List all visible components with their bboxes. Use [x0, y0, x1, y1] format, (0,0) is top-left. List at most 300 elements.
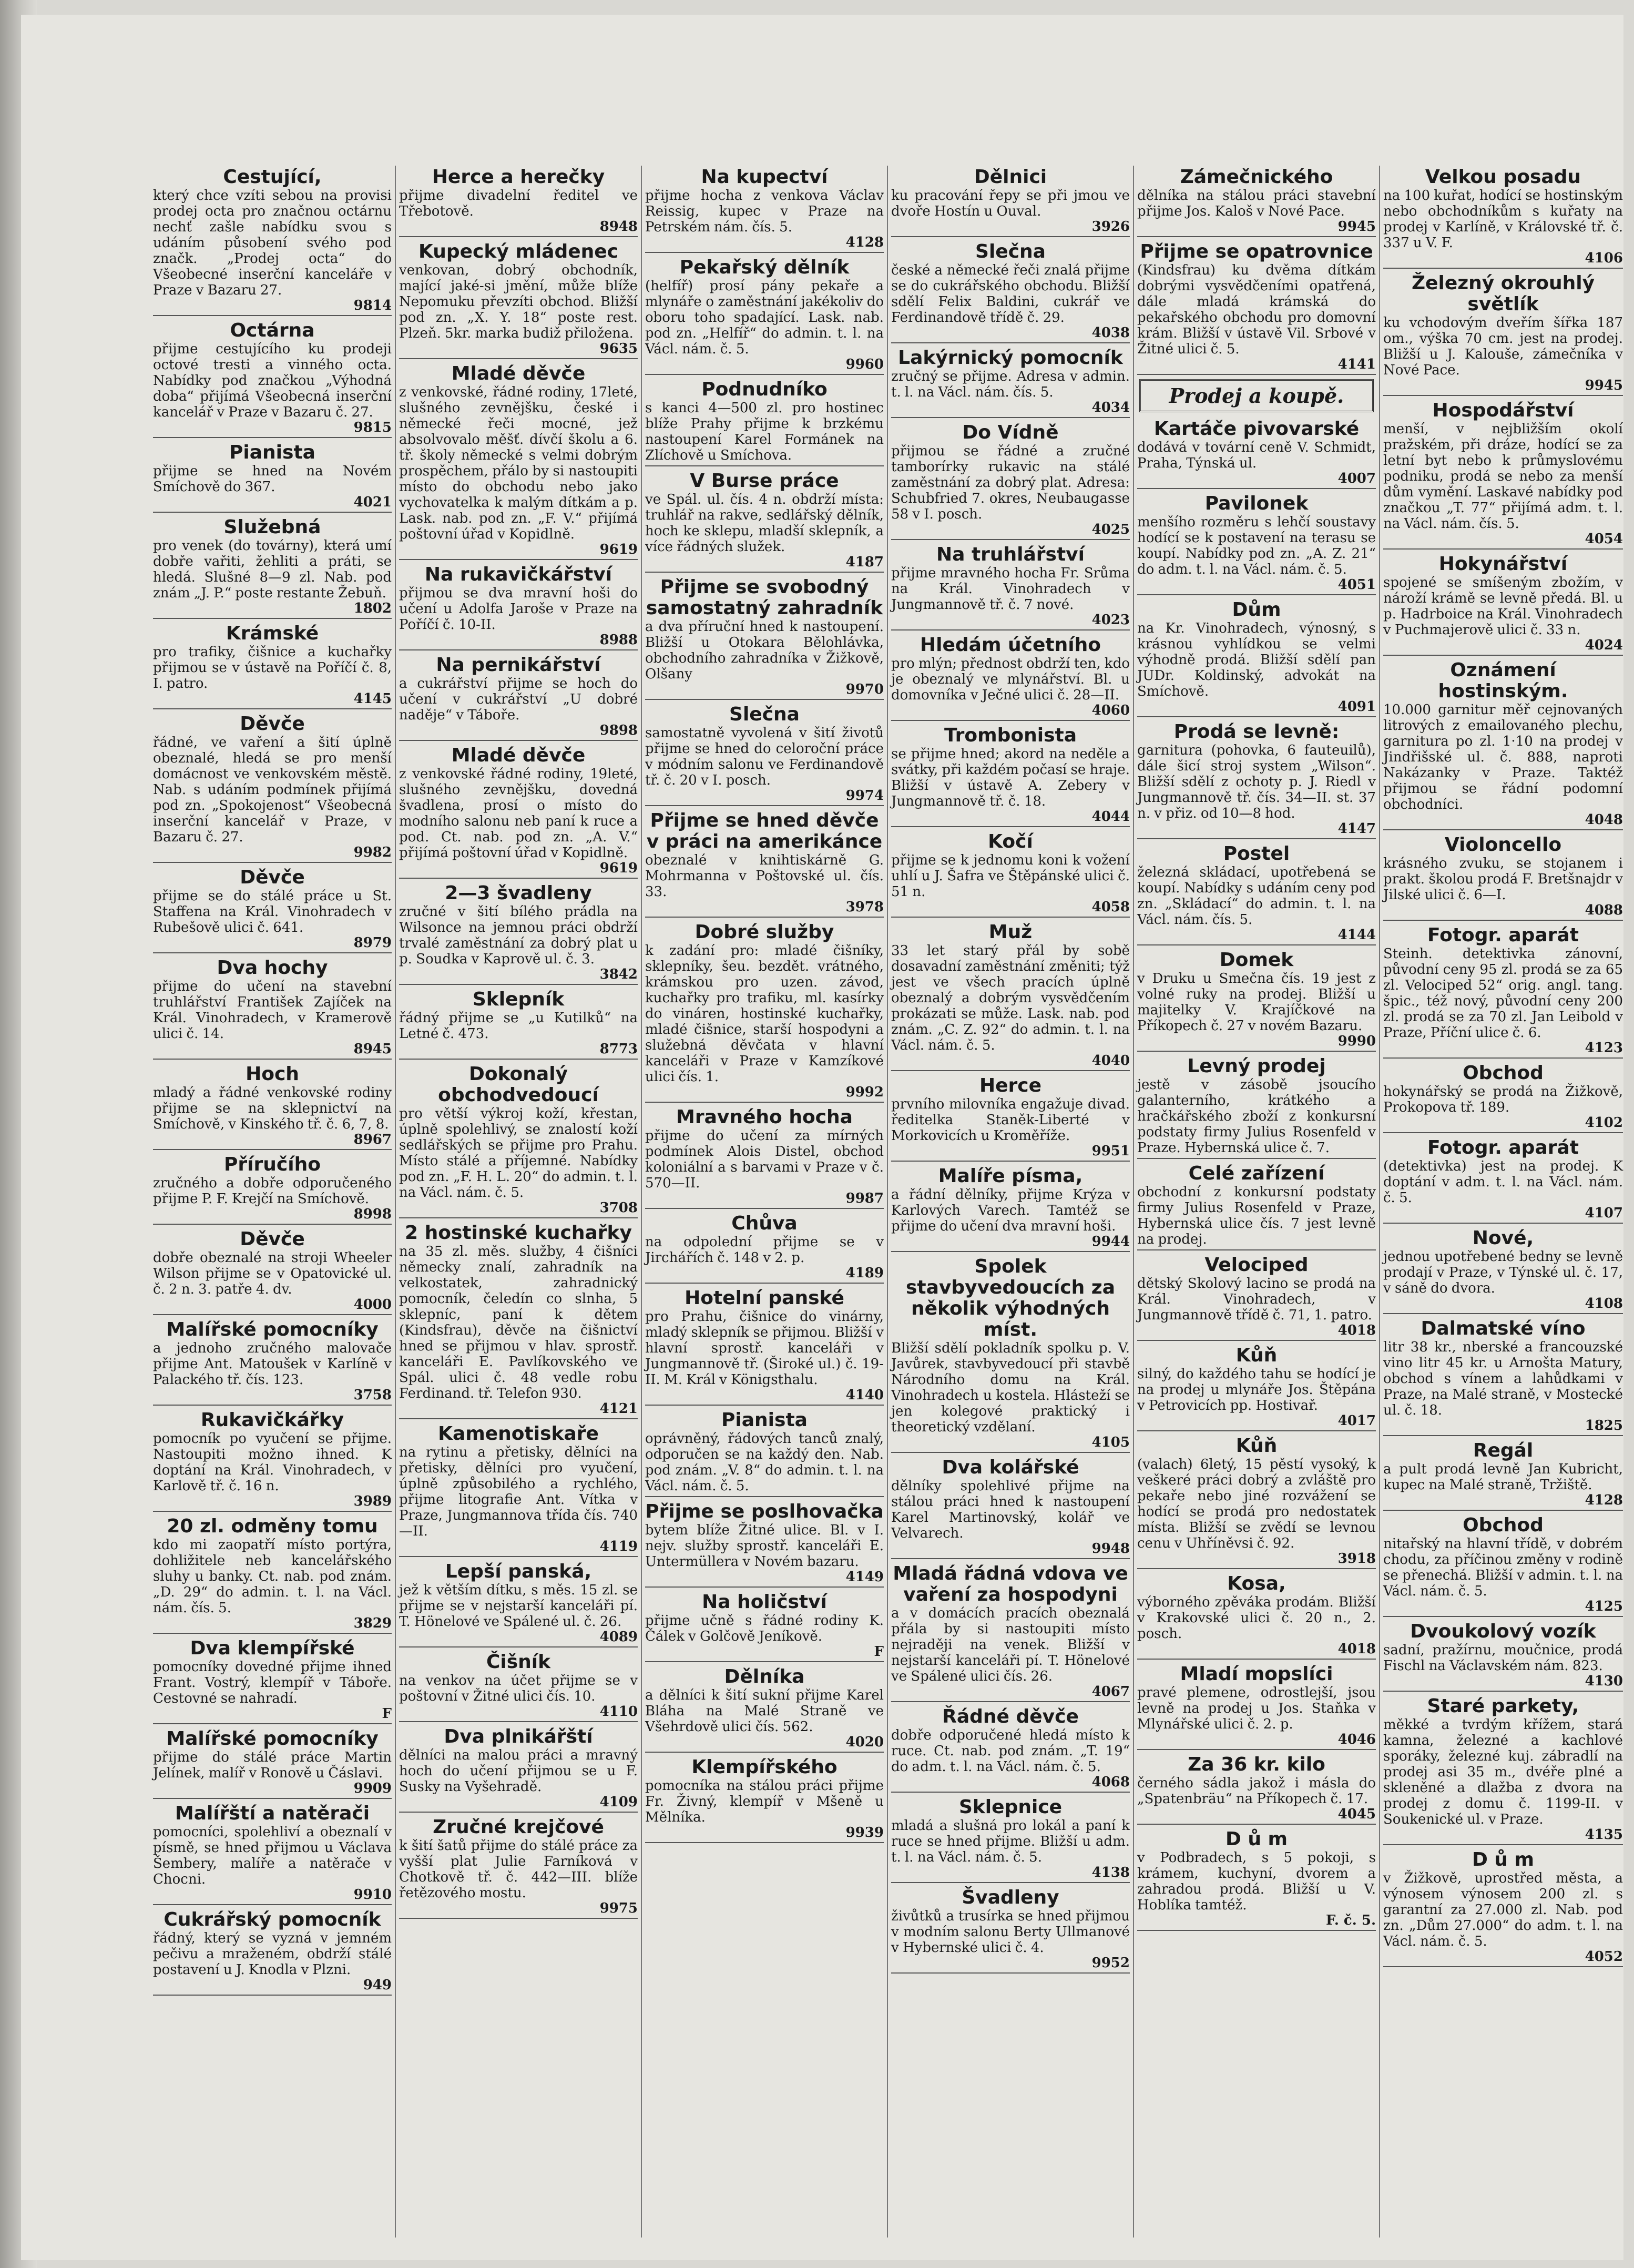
classified-ad: [399, 1422, 638, 1557]
ad-title: Dělnici: [974, 166, 1047, 188]
classified-ad: [645, 1106, 884, 1209]
classified-ad: [1383, 833, 1623, 921]
classified-ad: [399, 240, 638, 359]
classified-ad: [153, 516, 392, 619]
column-2: [396, 166, 642, 2238]
ad-title: Mladá řádná vdova ve vaření za hospodyni: [893, 1563, 1128, 1605]
ad-title: Lepší panská,: [445, 1561, 592, 1582]
ad-body: přijme do učení za mírných podmínek Alois Distel, obchod koloniální a s barvami v Praze v č. 570—II.: [645, 1128, 884, 1191]
ad-number: 4067: [1091, 1684, 1130, 1700]
ad-title: Dva klempířské: [190, 1638, 355, 1659]
classified-ad: [1137, 1828, 1376, 1931]
ad-number: 4089: [599, 1629, 638, 1645]
ad-title: Cukrářský pomocník: [164, 1909, 381, 1930]
ad-title: 2—3 švadleny: [445, 882, 592, 904]
ad-number: 9974: [845, 788, 884, 804]
classified-columns: [150, 166, 1627, 2238]
ad-body: mladá a slušná pro lokál a paní k ruce se hned přijme. Bližší u adm. t. l. na Václ. nám. č. 5.: [891, 1818, 1130, 1865]
ad-body: v Podbradech, s 5 pokoji, s krámem, kuchyní, dvorem a zahradou prodá. Bližší u V. Hoblíka tamtéž.: [1137, 1850, 1376, 1913]
ad-body: (helfíř) prosí pány pekaře a mlynáře o zaměstnání jakékoliv do oboru toho spadající. Lask. nab. pod zn. „Helfíř“ do admin. t. l. na Václ. nám. č. 5.: [645, 278, 884, 357]
ad-title: Příručího: [224, 1154, 321, 1175]
classified-ad: [645, 1500, 884, 1588]
ad-title: Postel: [1223, 843, 1290, 865]
classified-ad: [399, 1725, 638, 1813]
ad-title: Dva plnikářští: [444, 1726, 593, 1747]
classified-ad: [153, 1515, 392, 1634]
classified-ad: [645, 1591, 884, 1662]
ad-body: černého sádla jakož i másla do „Spatenbräu“ na Příkopech č. 17.: [1137, 1775, 1376, 1807]
ad-number: 4149: [845, 1569, 884, 1585]
ad-number: 8988: [599, 632, 638, 648]
ad-body: přijmou se dva mravní hoši do učení u Adolfa Jaroše v Praze na Poříčí č. 10-II.: [399, 585, 638, 633]
ad-title: Lakýrnický pomocník: [898, 347, 1123, 369]
ad-number: 8773: [599, 1041, 638, 1057]
ad-body: a cukrářství přijme se hoch do učení v cukrářství „U dobré naděje“ v Táboře.: [399, 676, 638, 723]
ad-title: Rukavičkářky: [200, 1409, 344, 1431]
classified-ad: [153, 1153, 392, 1225]
ad-body: a pult prodá levně Jan Kubricht, kupec na Malé straně, Tržiště.: [1383, 1461, 1623, 1493]
ad-number: 4121: [599, 1401, 638, 1417]
ad-title: Služebná: [223, 516, 321, 538]
ad-body: na 35 zl. měs. služby, 4 čišníci německy znalí, zahradník na velkostatek, zahradnický pomocník, čeledín co slnha, 5 sklepníc, paní k dětem (Kindsfrau), děvče na čišnictví hned se přijmou v hlav. sprostř. kanceláři E. Pavlíkovského ve Spál. ulici č. 48 vedle robu Ferdinand. tř. Telefon 930.: [399, 1244, 638, 1401]
ad-number: F. č. 5.: [1325, 1913, 1376, 1928]
ad-number: F: [382, 1706, 392, 1722]
classified-ad: [1383, 924, 1623, 1059]
ad-number: 4140: [845, 1387, 884, 1403]
ad-title: Levný prodej: [1187, 1055, 1326, 1077]
ad-number: 4044: [1091, 809, 1130, 825]
ad-title: Švadleny: [962, 1887, 1059, 1908]
ad-body: výborného zpěváka prodám. Bližší v Krakovské ulici č. 20 n., 2. posch.: [1137, 1594, 1376, 1642]
ad-number: 4144: [1337, 927, 1376, 943]
classified-ad: [153, 441, 392, 513]
ad-title: D ů m: [1225, 1828, 1288, 1850]
ad-title: Přijme se svobodný samostatný zahradník: [646, 576, 883, 619]
ad-title: Klempířského: [691, 1756, 838, 1778]
ad-body: na 100 kuřat, hodící se hostinským nebo obchodníkům s kuřaty na prodej v Karlíně, v Královské tř. č. 337 u V. F.: [1383, 188, 1623, 251]
classified-ad: [153, 957, 392, 1060]
ad-title: Zručné krejčové: [433, 1816, 604, 1838]
ad-number: 9952: [1091, 1955, 1130, 1971]
ad-body: hokynářský se prodá na Žižkově, Prokopova tř. 189.: [1383, 1084, 1623, 1115]
ad-body: pomocníky dovedné přijme ihned Frant. Vostrý, klempíř v Táboře. Cestovné se nahradí.: [153, 1659, 392, 1706]
ad-body: v Druku u Smečna čís. 19 jest z volné ruky na prodej. Bližší u majitelky V. Krajíčkové na Příkopech č. 27 v novém Bazaru.: [1137, 971, 1376, 1034]
ad-body: dobře odporučené hledá místo k ruce. Ct. nab. pod znám. „T. 19“ do adm. t. l. na Václ. nám. č. 5.: [891, 1727, 1130, 1775]
ad-number: 9939: [845, 1825, 884, 1840]
ad-title: Domek: [1219, 949, 1294, 971]
ad-body: živůtků a trusírka se hned přijmou v modním salonu Berty Ullmanové v Hybernské ulici č. 4.: [891, 1908, 1130, 1956]
classified-ad: [1383, 1439, 1623, 1511]
ad-number: 4048: [1585, 812, 1623, 828]
ad-title: Celé zařízení: [1188, 1163, 1325, 1184]
ad-title: Na pernikářství: [436, 654, 601, 676]
ad-number: 9987: [845, 1191, 884, 1206]
classified-ad: [891, 634, 1130, 721]
ad-title: V Burse práce: [690, 470, 839, 492]
ad-title: Obchod: [1463, 1062, 1544, 1084]
ad-number: 4023: [1091, 612, 1130, 628]
ad-number: 4088: [1585, 902, 1623, 918]
classified-ad: [399, 654, 638, 741]
ad-number: 8945: [353, 1041, 392, 1057]
ad-title: Do Vídně: [962, 422, 1059, 443]
ad-number: 4040: [1091, 1053, 1130, 1069]
classified-ad: [153, 319, 392, 438]
ad-number: 4018: [1337, 1641, 1376, 1657]
ad-title: Pianista: [229, 442, 315, 463]
classified-ad: [1137, 1663, 1376, 1750]
ad-body: dobře obeznalé na stroji Wheeler Wilson přijme se v Opatovické ul. č. 2 n. 3. patře 4. dv.: [153, 1250, 392, 1297]
classified-ad: [1383, 1514, 1623, 1617]
ad-number: 8979: [353, 935, 392, 951]
ad-title: Dva kolářské: [942, 1457, 1079, 1478]
ad-body: litr 38 kr., nberské a francouzské vino litr 45 kr. u Arnošta Matury, obchod s vínem a lahůdkami v Praze, na Malé straně, v Mostecké ul. č. 18.: [1383, 1339, 1623, 1418]
classified-ad: [891, 724, 1130, 827]
classified-ad: [891, 1705, 1130, 1793]
classified-ad: [153, 622, 392, 709]
classified-ad: [891, 1456, 1130, 1559]
ad-title: Malířské pomocníky: [166, 1319, 379, 1340]
classified-ad: [1383, 1620, 1623, 1692]
ad-body: řádný přijme se „u Kutilků“ na Letné č. 473.: [399, 1010, 638, 1042]
ad-body: jež k větším dítku, s měs. 15 zl. se přijme se v nejstarší kanceláři pí. T. Hönelové ve Spálené ul. č. 26.: [399, 1582, 638, 1630]
ad-body: k šití šatů přijme do stálé práce za vyšší plat Julie Farníková v Chotkově tř. č. 442—III. blíže řetězového mostu.: [399, 1838, 638, 1901]
classified-ad: [1137, 492, 1376, 595]
ad-number: 4060: [1091, 703, 1130, 718]
ad-body: obchodní z konkursní podstaty firmy Julius Rosenfeld v Praze, Hybernská ulice čís. 7 jest levně na prodej.: [1137, 1184, 1376, 1247]
classified-ad: [1383, 272, 1623, 396]
ad-title: Mravného hocha: [676, 1106, 853, 1128]
ad-title: Pekařský dělník: [679, 257, 850, 278]
ad-body: přijme hocha z venkova Václav Reissig, kupec v Praze na Petrském nám. čís. 5.: [645, 188, 884, 235]
ad-title: Herce a herečky: [432, 166, 605, 188]
classified-ad: [1137, 1055, 1376, 1159]
classified-ad: [1137, 1435, 1376, 1569]
ad-number: 4020: [845, 1734, 884, 1750]
ad-title: D ů m: [1472, 1849, 1535, 1870]
ad-number: 8967: [353, 1132, 392, 1147]
ad-number: 9898: [599, 723, 638, 738]
ad-number: 4068: [1091, 1774, 1130, 1790]
ad-body: přijme mravného hocha Fr. Srůma na Král. Vinohradech v Jungmannově tř. č. 7 nové.: [891, 565, 1130, 613]
ad-number: 4109: [599, 1794, 638, 1810]
ad-title: 2 hostinské kuchařky: [405, 1222, 632, 1244]
ad-title: Kůň: [1235, 1345, 1278, 1366]
ad-body: menšího rozměru s lehčí soustavy hodící se k postavení na terasu se koupí. Nabídky pod zn. „A. Z. 21“ do adm. t. l. na Václ. nám. č. 5.: [1137, 514, 1376, 577]
classified-ad: [1383, 553, 1623, 656]
ad-title: Kůň: [1235, 1435, 1278, 1457]
ad-title: Spolek stavbyvedoucích za několik výhodných míst.: [905, 1256, 1116, 1340]
ad-number: 4141: [1337, 357, 1376, 372]
ad-title: Přijme se opatrovnice: [1140, 241, 1373, 262]
classified-ad: [1137, 949, 1376, 1052]
classified-ad: [645, 378, 884, 466]
ad-body: české a německé řeči znalá přijme se do cukrářského obchodu. Bližší sdělí Felix Baldini, cukrář ve Ferdinandově třídě č. 29.: [891, 262, 1130, 326]
classified-ad: [645, 1665, 884, 1753]
ad-number: 9945: [1337, 219, 1376, 235]
ad-title: Cestující,: [223, 166, 322, 188]
classified-ad: [891, 1074, 1130, 1162]
section-heading: Prodej a koupě.: [1139, 379, 1374, 412]
ad-number: 4128: [845, 235, 884, 250]
classified-ad: [153, 1727, 392, 1799]
classified-ad: [1383, 1062, 1623, 1133]
classified-ad: [645, 1287, 884, 1406]
classified-ad: [891, 1796, 1130, 1883]
ad-number: 4108: [1585, 1296, 1623, 1311]
ad-body: přijme se do stálé práce u St. Staffena na Král. Vinohradech v Rubešově ulici č. 641.: [153, 888, 392, 935]
classified-ad: [153, 1637, 392, 1724]
ad-title: Malíře písma,: [938, 1165, 1083, 1187]
ad-number: 4125: [1585, 1599, 1623, 1614]
ad-title: Pianista: [721, 1409, 808, 1431]
column-6: [1380, 166, 1626, 2238]
ad-number: 4145: [353, 691, 392, 707]
ad-body: zručného a dobře odporučeného přijme P. F. Krejčí na Smíchově.: [153, 1175, 392, 1207]
ad-number: 8998: [353, 1206, 392, 1222]
ad-title: Pavilonek: [1204, 493, 1309, 514]
ad-title: Zámečnického: [1180, 166, 1333, 188]
ad-body: garnitura (pohovka, 6 fauteuilů), dále šicí stroj system „Wilson“. Bližší sdělí z ochoty p. J. Riedl v Jungmannově tř. čís. 34—II. st. 37 n. v přiz. od 10—8 hod.: [1137, 743, 1376, 821]
ad-body: oprávněný, řádových tanců znalý, odporučen se na každý den. Nab. pod znám. „V. 8“ do admin. t. l. na Václ. nám. č. 5.: [645, 1431, 884, 1494]
classified-ad: [399, 1560, 638, 1647]
ad-number: 9975: [599, 1900, 638, 1916]
ad-number: 4038: [1091, 325, 1130, 341]
ad-number: 9815: [353, 420, 392, 435]
ad-number: 4034: [1091, 400, 1130, 415]
ad-title: Dokonalý obchodvedoucí: [438, 1063, 599, 1106]
ad-title: Octárna: [230, 320, 315, 341]
ad-body: zručné v šití bílého prádla na Wilsonce na jemnou práci obdrží trvalé zaměstnání za dobrý plat u p. Soudka v Kaprově ul. č. 3.: [399, 904, 638, 967]
ad-number: 4054: [1585, 531, 1623, 547]
ad-title: Kočí: [988, 831, 1033, 852]
ad-number: 4147: [1337, 821, 1376, 837]
classified-ad: [399, 882, 638, 985]
ad-title: Trombonista: [944, 725, 1077, 746]
ad-title: Děvče: [240, 867, 305, 888]
ad-body: z venkovské řádné rodiny, 19leté, slušného zevnějšku, dovedná švadlena, prosí o místo do modního salonu neb paní k ruce a pod. Ct. nab. pod zn. „A. V.“ přijímá poštovní úřad v Kopidlně.: [399, 766, 638, 861]
classified-ad: [1137, 1572, 1376, 1660]
column-5: [1134, 166, 1380, 2238]
ad-number: 9960: [845, 357, 884, 372]
ad-body: dělníky spolehlivé přijme na stálou práci hned k nastoupení Karel Martinovský, kolář ve Velvarech.: [891, 1478, 1130, 1541]
ad-body: přijme se hned na Novém Smíchově do 367.: [153, 463, 392, 495]
ad-number: 4102: [1585, 1115, 1623, 1131]
ad-body: jednou upotřebené bedny se levně prodají v Praze, v Týnské ul. č. 17, v sáně do dvora.: [1383, 1249, 1623, 1296]
ad-body: krásného zvuku, se stojanem i prakt. školou prodá F. Bretšnajdr v Jilské ulici č. 6—I.: [1383, 856, 1623, 903]
ad-body: venkovan, dobrý obchodník, mající jaké-si jmění, může blíže Nepomuku převzíti obchod. Bližší pod zn. „X. Y. 18“ poste rest. Plzeň. 5kr. marka budiž přiložena.: [399, 262, 638, 341]
classified-ad: [1383, 1227, 1623, 1314]
ad-title: Dva hochy: [217, 957, 328, 979]
ad-number: 4105: [1091, 1435, 1130, 1450]
ad-number: 9814: [353, 298, 392, 313]
ad-title: Herce: [979, 1075, 1042, 1096]
ad-number: 9909: [353, 1781, 392, 1796]
ad-body: kdo mi zaopatří místo portýra, dohližitele neb kancelářského sluhy u banky. Ct. nab. pod znám. „D. 29“ do admin. t. l. na Václ. nám. čís. 5.: [153, 1537, 392, 1616]
ad-title: Dělníka: [724, 1666, 805, 1687]
ad-body: prvního milovníka engažuje divad. ředitelka Staněk-Liberté v Morkovicích u Kroměříže.: [891, 1096, 1130, 1144]
ad-number: 4119: [599, 1539, 638, 1554]
ad-body: na venkov na účet přijme se v poštovní v Žitné ulici čís. 10.: [399, 1673, 638, 1704]
ad-body: obeznalé v knihtiskárně G. Mohrmanna v Poštovské ul. čís. 33.: [645, 852, 884, 900]
ad-title: Sklepník: [472, 989, 565, 1010]
ad-body: pro trafiky, čišnice a kuchařky přijmou se v ústavě na Poříčí č. 8, I. patro.: [153, 644, 392, 691]
ad-title: Hokynářství: [1438, 553, 1568, 575]
classified-ad: [1383, 1848, 1623, 1967]
ad-body: řádný, který se vyzná v jemném pečivu a mraženém, obdrží stálé postavení u J. Knodla v Plzni.: [153, 1930, 392, 1978]
ad-body: přijme do učení na stavební truhlářství František Zajíček na Král. Vinohradech, v Kramerově ulici č. 14.: [153, 979, 392, 1042]
ad-body: pro mlýn; přednost obdrží ten, kdo je obeznalý ve mlynářství. Bl. u domovníka v Ječné ulici č. 28—II.: [891, 656, 1130, 703]
ad-body: z venkovské, řádné rodiny, 17leté, slušného zevnějšku, české i německé řeči mocné, jež absolvovalo měšť. dívčí školu a 6. tř. školy německé s velmi dobrým prospěchem, přálo by si nastoupiti místo do obchodu nebo jako vychovatelka k malým dítkám a p. Lask. nab. pod zn. „F. V.“ přijímá poštovní úřad v Kopidlně.: [399, 384, 638, 542]
ad-title: Velkou posadu: [1425, 166, 1581, 188]
ad-body: k zadání pro: mladé čišníky, sklepníky, šeu. bezdět. vrátného, krámskou pro uzen. závod, kuchařky pro trafiku, ml. kasírky do vináren, hostinské kuchařky, mladé čišnice, starší hospodyni a služebná děvčata v hlavní kanceláři v Praze v Kamzíkové ulici čís. 1.: [645, 943, 884, 1085]
ad-body: měkké a tvrdým křížem, stará kamna, železné a kachlové sporáky, železné kuj. zábradlí na prodej asi 35 m., dvéře plné a skleněné a dlažba z dvora na prodej z domu č. 1199-II. v Soukenické ul. v Praze.: [1383, 1717, 1623, 1827]
ad-title: Mladé děvče: [451, 363, 586, 384]
ad-number: 9970: [845, 682, 884, 697]
ad-number: 4107: [1585, 1205, 1623, 1221]
ad-number: 4123: [1585, 1040, 1623, 1056]
ad-body: Steinh. detektivka zánovní, původní ceny 95 zl. prodá se za 65 zl. Velociped 52“ orig. angl. tang. špic., též nový, původní ceny 200 zl. prodá se za 70 zl. Jan Leibold v Praze, Příční ulice č. 6.: [1383, 946, 1623, 1041]
ad-body: pro větší výkroj koží, křestan, úplně spolehlivý, se znalostí koží sedlářských se přijme pro Prahu. Místo stálé a příjemné. Nabídky pod zn. „F. H. L. 20“ do admin. t. l. na Václ. nám. č. 5.: [399, 1106, 638, 1201]
ad-number: 4017: [1337, 1413, 1376, 1429]
classified-ad: [645, 921, 884, 1103]
ad-body: v Žižkově, uprostřed města, a výnosem výnosem 200 zl. s garantní za 27.000 zl. Nab. pod zn. „Dům 27.000“ do adm. t. l. na Václ. nám. č. 5.: [1383, 1870, 1623, 1949]
ad-number: 4018: [1337, 1323, 1376, 1338]
ad-number: 8948: [599, 219, 638, 235]
ad-number: 4046: [1337, 1732, 1376, 1747]
ad-body: řádné, ve vaření a šití úplně obeznalé, hledá se pro menší domácnost ve venkovském městě. Nab. s udáním podmínek přijímá pod zn. „Spokojenost“ Všeobecná inserční kancelář v Praze, v Bazaru č. 27.: [153, 735, 392, 845]
ad-body: na rytinu a přetisky, dělníci na přetisky, dělníci pro vyučení, úplně způsobilého a rychlého, přijme litografie Ant. Vítka v Praze, Jungmannova třída čís. 740—II.: [399, 1445, 638, 1539]
ad-number: 1802: [353, 601, 392, 616]
ad-body: pravé plemene, odrostlejší, jsou levně na prodej u Jos. Staňka v Mlynářské ulici č. 2. p.: [1137, 1685, 1376, 1732]
ad-title: Kupecký mládenec: [418, 241, 619, 262]
ad-body: přijme učně s řádné rodiny K. Čálek v Golčově Jeníkově.: [645, 1613, 884, 1644]
ad-number: 4021: [353, 494, 392, 510]
ad-body: bytem blíže Žitné ulice. Bl. v I. nejv. služby sprostř. kanceláři E. Untermüllera v Novém bazaru.: [645, 1522, 884, 1570]
ad-body: samostatně vyvolená v šití životů přijme se hned do celoroční práce v módním salonu ve Ferdinandově tř. č. 20 v I. posch.: [645, 725, 884, 788]
ad-title: Dům: [1232, 599, 1281, 621]
ad-body: 10.000 garnitur měř cejnovaných litrových z emailovaného plechu, garnitura po zl. 1·10 na prodej v Jindřišské ul. č. 888, naproti Nakázanky v Praze. Taktéž přijmou se řádní podomní obchodníci.: [1383, 702, 1623, 812]
ad-body: sadní, pražírnu, moučnice, prodá Fischl na Václavském nám. 823.: [1383, 1642, 1623, 1674]
classified-ad: [645, 1409, 884, 1497]
classified-ad: [1383, 166, 1623, 269]
ad-title: Oznámení hostinským.: [1438, 659, 1568, 702]
ad-title: Železný okrouhlý světlík: [1411, 272, 1595, 315]
classified-ad: [1137, 1753, 1376, 1825]
ad-title: Krámské: [226, 623, 319, 644]
ad-title: Muž: [988, 921, 1033, 943]
ad-number: 4007: [1337, 471, 1376, 486]
classified-ad: [1383, 399, 1623, 550]
ad-number: 4051: [1337, 577, 1376, 593]
ad-body: dětský Skolový lacino se prodá na Král. Vinohradech, v Jungmannově třídě č. 71, 1. patro.: [1137, 1276, 1376, 1323]
ad-body: zručný se přijme. Adresa v admin. t. l. na Václ. nám. čís. 5.: [891, 369, 1130, 400]
ad-number: 9619: [599, 860, 638, 876]
ad-number: 3989: [353, 1493, 392, 1509]
ad-body: přijme cestujícího ku prodeji octové tresti a vinného octa. Nabídky pod značkou „Výhodná doba“ přijímá Všeobecná inserční kancelář v Praze v Bazaru č. 27.: [153, 341, 392, 420]
classified-ad: [891, 240, 1130, 343]
ad-title: Čišník: [486, 1651, 551, 1673]
ad-number: 9990: [1337, 1033, 1376, 1049]
classified-ad: [891, 421, 1130, 540]
ad-body: pomocník po vyučení se přijme. Nastoupiti možno ihned. K doptání na Král. Vinohradech, v Karlově tř. č. 16 n.: [153, 1431, 392, 1494]
ad-title: Nové,: [1472, 1227, 1534, 1249]
ad-title: Podnudníko: [701, 379, 828, 400]
ad-body: (detektivka) jest na prodej. K doptání v adm. t. l. na Václ. nám. č. 5.: [1383, 1158, 1623, 1206]
ad-body: pomocníci, spolehliví a obeznalí v písmě, se hned přijmou u Václava Šembery, malíře a natěrače v Chocni.: [153, 1824, 392, 1887]
ad-title: Malířští a natěrači: [175, 1803, 370, 1824]
ad-title: Na kupectví: [701, 166, 828, 188]
ad-number: 4000: [353, 1297, 392, 1313]
classified-ad: [153, 866, 392, 953]
ad-number: 3842: [599, 967, 638, 982]
ad-number: 9992: [845, 1084, 884, 1100]
ad-title: Hledám účetního: [920, 634, 1101, 656]
column-3: [642, 166, 888, 2238]
ad-title: Dalmatské víno: [1421, 1318, 1586, 1339]
classified-ad: [1137, 598, 1376, 717]
ad-title: Fotogr. aparát: [1427, 1137, 1579, 1158]
classified-ad: [399, 744, 638, 879]
classified-ad: [891, 166, 1130, 237]
classified-ad: [1383, 1136, 1623, 1224]
ad-title: Dvoukolový vozík: [1410, 1621, 1596, 1642]
ad-number: 949: [363, 1977, 392, 1993]
ad-number: 1825: [1585, 1418, 1623, 1433]
ad-body: a dva příruční hned k nastoupení. Bližší u Otokara Bělohlávka, obchodního zahradníka v Žižkově, Olšany: [645, 619, 884, 682]
ad-body: pro venek (do továrny), která umí dobře vařiti, žehliti a práti, se hledá. Slušné 8—9 zl. Nab. pod znám „J. P.“ poste restante Žebuň.: [153, 538, 392, 601]
ad-body: a jednoho zručného malovače přijme Ant. Matoušek v Karlíně v Palackého tř. čís. 123.: [153, 1340, 392, 1388]
ad-number: 4130: [1585, 1673, 1623, 1689]
ad-title: Violoncello: [1444, 834, 1562, 856]
ad-body: který chce vzíti sebou na provisi prodej octa pro značnou octárnu nechť zašle nabídku svou s udáním působení svého pod značk. „Prodej octa“ do Všeobecné inserční kanceláře v Praze v Bazaru 27.: [153, 188, 392, 298]
classified-ad: [399, 1063, 638, 1218]
ad-body: železná skládací, upotřebená se koupí. Nabídky s udáním ceny pod zn. „Skládací“ do admin. t. l. na Václ. nám. čís. 5.: [1137, 865, 1376, 928]
ad-number: 4045: [1337, 1806, 1376, 1822]
ad-body: ve Spál. ul. čís. 4 n. obdrží místa: truhlář na rakve, sedlářský dělník, hoch ke sklepu, mladší sklepník, a více řádných služek.: [645, 492, 884, 555]
ad-number: 4052: [1585, 1949, 1623, 1965]
classified-ad: [153, 1409, 392, 1512]
ad-number: 4138: [1091, 1865, 1130, 1880]
ad-number: 4106: [1585, 250, 1623, 266]
ad-title: Řádné děvče: [942, 1706, 1079, 1727]
ad-body: pomocníka na stálou práci přijme Fr. Živný, klempíř v Mšeně u Mělníka.: [645, 1778, 884, 1825]
ad-title: Hoch: [246, 1063, 299, 1085]
ad-body: silný, do každého tahu se hodící je na prodej u mlynáře Jos. Štěpána v Petrovicích pp. Hostivař.: [1137, 1366, 1376, 1413]
classified-ad: [891, 830, 1130, 918]
classified-ad: [1383, 1317, 1623, 1436]
column-1: [150, 166, 396, 2238]
ad-body: přijme do stálé práce Martin Jelínek, malíř v Ronově u Čáslavi.: [153, 1750, 392, 1781]
ad-body: ku pracování řepy se při jmou ve dvoře Hostín u Ouval.: [891, 188, 1130, 219]
ad-title: Děvče: [240, 1228, 305, 1250]
classified-ad: [1137, 418, 1376, 489]
ad-number: 4025: [1091, 522, 1130, 537]
classified-ad: [399, 1651, 638, 1722]
classified-ad: [399, 166, 638, 237]
ad-body: dodává v tovární ceně V. Schmidt, Praha, Týnská ul.: [1137, 440, 1376, 471]
ad-number: 3829: [353, 1615, 392, 1631]
classified-ad: [645, 809, 884, 918]
classified-ad: [399, 362, 638, 560]
ad-number: 4189: [845, 1265, 884, 1281]
ad-body: (Kindsfrau) ku dvěma dítkám dobrými vysvědčeními opatřená, dále mladá krámská do pekařského obchodu pro domovní krám. Bližší v ústavě Vil. Srbové v Žitné ulici č. 5.: [1137, 262, 1376, 357]
ad-number: 3978: [845, 899, 884, 915]
ad-number: 4058: [1091, 899, 1130, 915]
ad-title: Sklepnice: [958, 1796, 1063, 1818]
ad-title: Regál: [1473, 1440, 1534, 1461]
ad-body: a dělníci k šití sukní přijme Karel Bláha na Malé Straně ve Všehrdově ulici čís. 562.: [645, 1687, 884, 1735]
